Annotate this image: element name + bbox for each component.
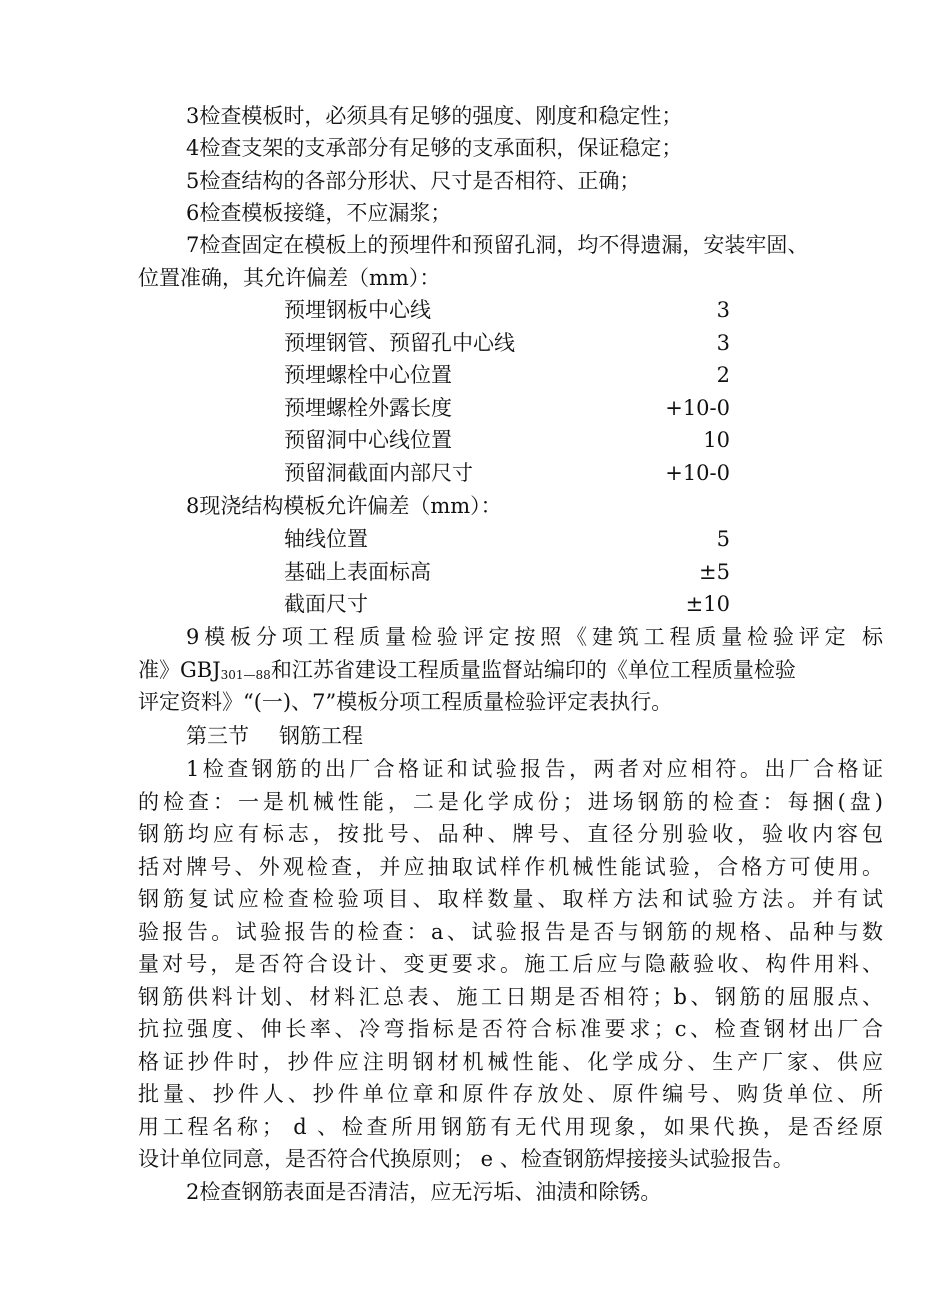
tolerance-value: +10-0	[665, 396, 730, 420]
tolerance-label: 预埋钢板中心线	[284, 298, 431, 322]
steel-p1-line: 量对号，是否符合设计、变更要求。施工后应与隐蔽验收、构件用料、	[138, 952, 883, 976]
item-5: 5检查结构的各部分形状、尺寸是否相符、正确；	[186, 169, 641, 193]
tolerance-label: 预埋钢管、预留孔中心线	[284, 331, 515, 355]
tolerance-label: 轴线位置	[284, 527, 368, 551]
tolerance-value: ±5	[699, 560, 730, 584]
item-7-line-1: 7检查固定在模板上的预埋件和预留孔洞，均不得遗漏，安装牢固、	[186, 233, 809, 257]
item-6: 6检查模板接缝，不应漏浆；	[186, 201, 452, 225]
item-9-line-2-text: 和江苏省建设工程质量监督站编印的《单位工程质量检验	[270, 658, 796, 682]
steel-p1-line: 的检查：一是机械性能，二是化学成份；进场钢筋的检查：每捆(盘)	[138, 790, 883, 814]
steel-p1-line: 设计单位同意，是否符合代换原则； e 、检查钢筋焊接接头试验报告。	[138, 1147, 794, 1171]
section-title: 钢筋工程	[279, 724, 363, 748]
steel-p1-line: 格证抄件时，抄件应注明钢材机械性能、化学成分、生产厂家、供应	[138, 1050, 883, 1074]
tolerance-value: 2	[716, 363, 730, 387]
item-8: 8现浇结构模板允许偏差（mm）：	[186, 494, 502, 518]
item-9-line-3: 评定资料》“(一)、7”模板分项工程质量检验评定表执行。	[138, 690, 673, 714]
tolerance-label: 截面尺寸	[284, 592, 368, 616]
steel-p1-line: 括对牌号、外观检查，并应抽取试样作机械性能试验，合格方可使用。	[138, 855, 883, 879]
tolerance-label: 基础上表面标高	[284, 560, 431, 584]
steel-p1-line: 用工程名称； d 、检查所用钢筋有无代用现象，如果代换，是否经原	[138, 1115, 883, 1139]
tolerance-value: ±10	[685, 592, 730, 616]
standard-number: 301—88	[220, 668, 271, 682]
section-number: 第三节	[186, 724, 249, 748]
steel-p2: 2检查钢筋表面是否清洁，应无污垢、油渍和除锈。	[186, 1180, 662, 1204]
steel-p1-line: 钢筋供料计划、材料汇总表、施工日期是否相符；b、钢筋的屈服点、	[138, 985, 883, 1009]
steel-p1-line: 1检查钢筋的出厂合格证和试验报告，两者对应相符。出厂合格证	[186, 757, 883, 781]
tolerance-value: 10	[703, 428, 730, 452]
section-heading	[186, 720, 931, 752]
tolerance-value: 3	[716, 298, 730, 322]
steel-p1-line: 验报告。试验报告的检查：a、试验报告是否与钢筋的规格、品种与数	[138, 920, 883, 944]
steel-p1-line: 钢筋均应有标志，按批号、品种、牌号、直径分别验收，验收内容包	[138, 822, 883, 846]
steel-p1-line: 钢筋复试应检查检验项目、取样数量、取样方法和试验方法。并有试	[138, 887, 883, 911]
tolerance-label: 预留洞截面内部尺寸	[284, 461, 473, 485]
item-7-line-2: 位置准确，其允许偏差（mm）：	[138, 266, 441, 290]
tolerance-label: 预留洞中心线位置	[284, 428, 452, 452]
tolerance-value: 3	[716, 331, 730, 355]
tolerance-value: 5	[716, 527, 730, 551]
item-3: 3检查模板时，必须具有足够的强度、刚度和稳定性；	[186, 104, 683, 128]
steel-p1-line: 批量、抄件人、抄件单位章和原件存放处、原件编号、购货单位、所	[138, 1082, 883, 1106]
item-9-line-1: 9模板分项工程质量检验评定按照《建筑工程质量检验评定 标	[186, 625, 883, 649]
standard-prefix: 准》GBJ	[138, 658, 221, 682]
tolerance-label: 预埋螺栓外露长度	[284, 396, 452, 420]
tolerance-label: 预埋螺栓中心位置	[284, 363, 452, 387]
tolerance-value: +10-0	[665, 461, 730, 485]
item-4: 4检查支架的支承部分有足够的支承面积，保证稳定；	[186, 136, 683, 160]
steel-p1-line: 抗拉强度、伸长率、冷弯指标是否符合标准要求；c、检查钢材出厂合	[138, 1017, 883, 1041]
